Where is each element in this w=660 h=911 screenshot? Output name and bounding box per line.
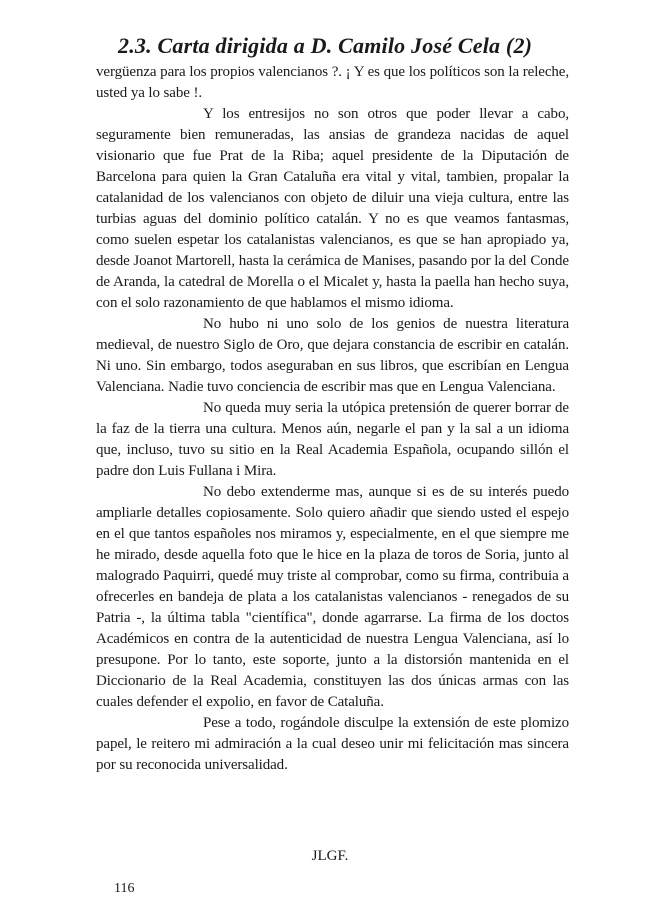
- page-number: 116: [114, 881, 135, 896]
- paragraph: No queda muy seria la utópica pretensión de querer borrar de la faz de la tierra una cultura. Menos aún, negarle el pan y la sal a un idioma que, incluso, tuvo su sitio en la Real Academia Española, ocupando sillón el padre don Luis Fullana i Mira.: [96, 400, 569, 479]
- paragraph-continuation: vergüenza para los propios valencianos ?. ¡ Y es que los políticos son la releche, usted ya lo sabe !.: [96, 64, 569, 101]
- letter-body: [96, 62, 569, 776]
- paragraph: No hubo ni uno solo de los genios de nuestra literatura medieval, de nuestro Siglo de Oro, que dejara constancia de escribir en catalán. Ni uno. Sin embargo, todos aseguraban en sus libros, que escribían en Lengua Valenciana. Nadie tuvo conciencia de escribir mas que en Lengua Valenciana.: [96, 316, 569, 395]
- signature: JLGF.: [311, 848, 349, 864]
- paragraph: Pese a todo, rogándole disculpe la extensión de este plomizo papel, le reitero mi admiración a la cual deseo unir mi felicitación mas sincera por su reconocida universalidad.: [96, 715, 569, 773]
- section-heading: 2.3. Carta dirigida a D. Camilo José Cela (2): [118, 33, 533, 58]
- paragraph: No debo extenderme mas, aunque si es de su interés puedo ampliarle detalles copiosamente. Solo quiero añadir que siendo usted el espejo en el que tantos españoles nos miramos y, especialmente, en el que siempre me he mirado, desde aquella foto que le hice en la plaza de toros de Soria, junto al malogrado Paquirri, quedé muy triste al comprobar, como su firma, contribuia a ofrecerles en bandeja de plata a los catalanistas valencianos - renegados de su Patria -, la última tabla "científica", donde agarrarse. La firma de los doctos Académicos en contra de la autenticidad de nuestra Lengua Valenciana, así lo presupone. Por lo tanto, este soporte, junto a la distorsión mantenida en el Diccionario de la Real Academia, constituyen las dos únicas armas con las cuales defender el expolio, en favor de Cataluña.: [96, 484, 569, 710]
- paragraph: Y los entresijos no son otros que poder llevar a cabo, seguramente bien remuneradas, las ansias de grandeza nacidas de aquel visionario que fue Prat de la Riba; aquel presidente de la Diputación de Barcelona para quien la Gran Cataluña era vital y vital, tambien, propalar la catalanidad de los valencianos con objeto de diluir una vieja cultura, entre las turbias aguas del dominio político catalán. Y no es que veamos fantasmas, como suelen espetar los catalanistas valencianos, es que se han apropiado ya, desde Joanot Martorell, hasta la cerámica de Manises, pasando por la del Conde de Aranda, la catedral de Morella o el Micalet y, hasta la paella han hecho suya, con el solo razonamiento de que hablamos el mismo idioma.: [96, 106, 569, 311]
